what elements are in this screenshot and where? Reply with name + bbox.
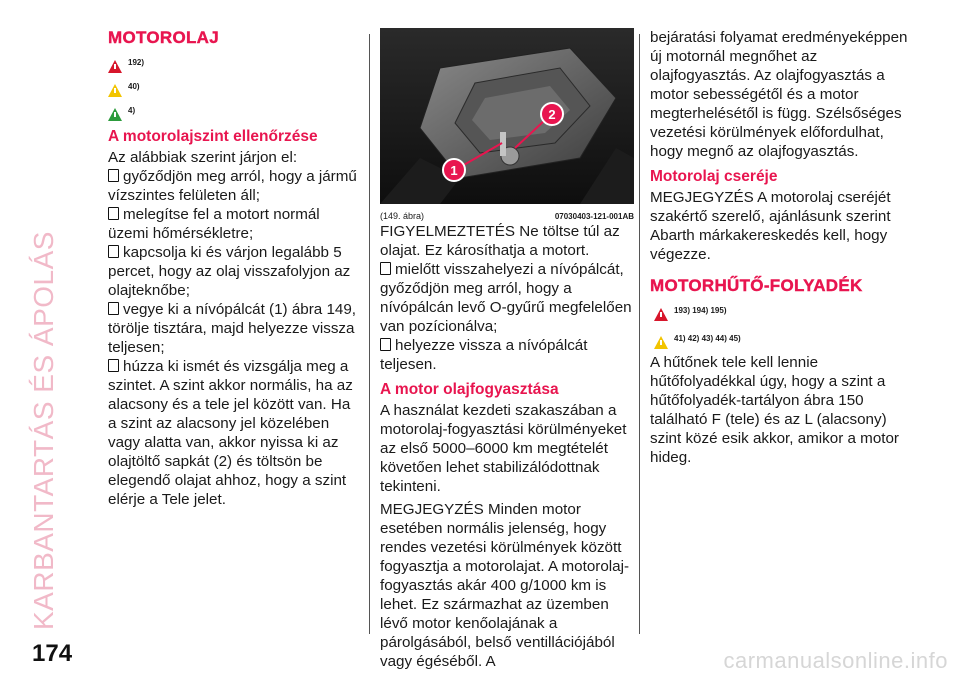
list-item: melegítse fel a motort normál üzemi hőmérsékletre; <box>108 206 320 242</box>
subtitle-oil-change: Motorolaj cseréje <box>650 168 778 185</box>
warning-ref-row <box>654 299 910 321</box>
checkbox-bullet-icon <box>108 169 119 182</box>
list-item: kapcsolja ki és várjon legalább 5 percet, hogy az olaj visszafolyjon az olajteknőbe; <box>108 244 351 299</box>
caution-ref-row <box>108 75 360 97</box>
column-divider <box>369 34 370 634</box>
environment-ref-row <box>108 99 360 121</box>
page-number: 174 <box>32 640 73 667</box>
caution-triangle-icon <box>654 336 668 349</box>
paragraph: MEGJEGYZÉS Minden motor esetében normális jelenség, hogy rendes vezetési körülmények között fogyasztja a motorolajat. A motorolaj-fogyasztás akár 400 g/1000 km is lehet. Ez származhat az üzemben lévő motor kenőolajának a párolgásából, belső ventillációjából vagy égéséből. A <box>380 501 630 670</box>
subtitle-oil-consumption: A motor olajfogyasztása <box>380 381 559 398</box>
column-2 <box>380 28 634 671</box>
warning-refs: 193) 194) 195) <box>674 306 727 315</box>
checkbox-bullet-icon <box>108 207 119 220</box>
checkbox-bullet-icon <box>108 302 119 315</box>
list-item: vegye ki a nívópálcát (1) ábra 149, törölje tisztára, majd helyezze vissza teljesen; <box>108 301 357 356</box>
paragraph: bejáratási folyamat eredményeképpen új motornál megnőhet az olajfogyasztás. Az olajfogyasztás a motor sebességétől és a motor megterhelésétől is függ. Szélsőséges vezetési körülmények előfordulhat, hogy megnő az olajfogyasztás. <box>650 29 908 160</box>
warning-triangle-icon <box>654 308 668 321</box>
warning-ref-row <box>108 51 360 73</box>
callout-1-label: 1 <box>450 163 458 178</box>
list-item: helyezze vissza a nívópálcát teljesen. <box>380 337 588 373</box>
column-divider <box>639 34 640 634</box>
warning-refs: 192) <box>128 58 145 67</box>
section-side-tab <box>22 70 82 630</box>
caution-ref-row <box>654 327 910 349</box>
environment-triangle-icon <box>108 108 122 121</box>
list-item: győződjön meg arról, hogy a jármű vízszintes felületen áll; <box>108 168 357 204</box>
column-3 <box>650 28 910 467</box>
callout-2-label: 2 <box>548 107 556 122</box>
checkbox-bullet-icon <box>380 262 391 275</box>
checkbox-bullet-icon <box>380 338 391 351</box>
list-item: húzza ki ismét és vizsgálja meg a szintet. A szint akkor normális, ha az alacsony és a tele jel között van. Ha a szint az alacsony jel közelében vagy alatta van, akkor nyissa ki az olajtöltő sapkát (2) és töltsön be elegendő olajat ahhoz, hogy a szint elérje a Tele jelet. <box>108 358 353 508</box>
warning-triangle-icon <box>108 60 122 73</box>
column-1 <box>108 28 360 509</box>
figure-caption <box>380 207 634 226</box>
checkbox-bullet-icon <box>108 359 119 372</box>
warning-text: FIGYELMEZTETÉS Ne töltse túl az olajat. Ez károsíthatja a motort. <box>380 223 620 259</box>
environment-refs: 4) <box>128 106 136 115</box>
engine-bay-figure <box>380 28 634 221</box>
intro-text: Az alábbiak szerint járjon el: <box>108 149 298 166</box>
engine-bay-illustration <box>380 28 634 204</box>
paragraph: MEGJEGYZÉS A motorolaj cseréjét szakértő szerelő, ajánlásunk szerint Abarth márkakereskedés kell, hogy végezze. <box>650 189 891 263</box>
section-title-coolant: MOTORHŰTŐ-FOLYADÉK <box>650 276 863 295</box>
caution-refs: 40) <box>128 82 140 91</box>
figure-label: (149. ábra) <box>380 211 425 221</box>
watermark: carmanualsonline.info <box>723 648 948 673</box>
subtitle-level-check: A motorolajszint ellenőrzése <box>108 128 318 145</box>
section-side-tab-label: KARBANTARTÁS ÉS ÁPOLÁS <box>28 231 59 630</box>
list-item: mielőtt visszahelyezi a nívópálcát, győződjön meg arról, hogy a nívópálcán levő O-gyűrű megfelelően van pozícionálva; <box>380 261 632 335</box>
checkbox-bullet-icon <box>108 245 119 258</box>
figure-code: 07030403-121-001AB <box>554 212 634 221</box>
caution-refs: 41) 42) 43) 44) 45) <box>674 334 741 343</box>
paragraph: A használat kezdeti szakaszában a motorolaj-fogyasztási körülményeket az első 5000–6000 km megtételét követően lehet stabilizálódottnak tekinteni. <box>380 402 627 495</box>
caution-triangle-icon <box>108 84 122 97</box>
section-title-motorolaj: MOTOROLAJ <box>108 28 220 47</box>
paragraph: A hűtőnek tele kell lennie hűtőfolyadékkal úgy, hogy a szint a hűtőfolyadék-tartályon ábra 150 található F (tele) és az L (alacsony) szint közé esik akkor, amikor a motor hideg. <box>650 354 899 466</box>
